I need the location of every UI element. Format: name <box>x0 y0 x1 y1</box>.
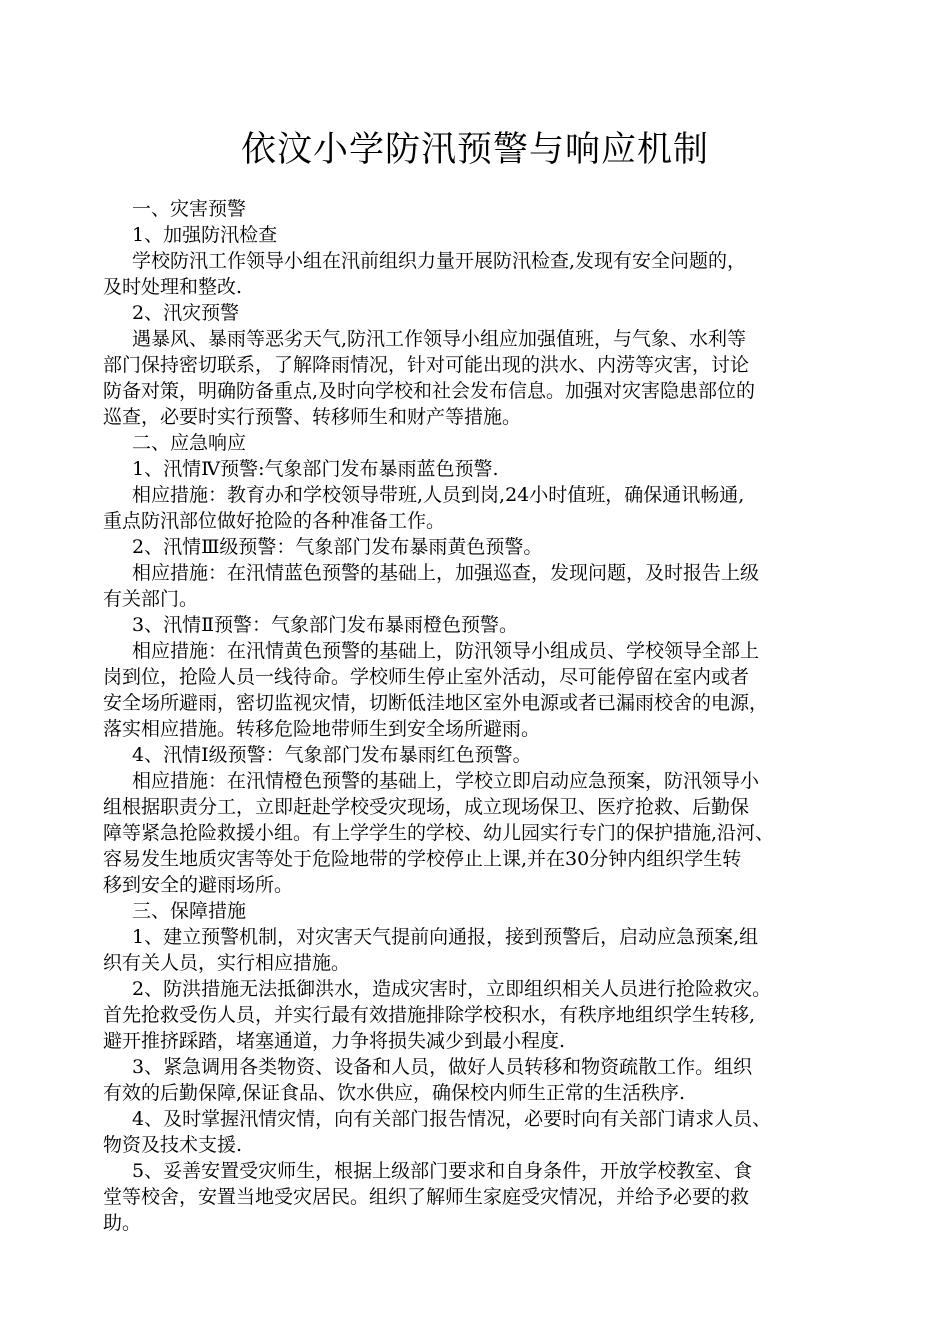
body-line: 有效的后勤保障,保证食品、饮水供应，确保校内师生正常的生活秩序. <box>103 1082 686 1104</box>
body-line: 1、建立预警机制，对灾害天气提前向通报，接到预警后，启动应急预案,组 <box>132 926 759 948</box>
body-line: 安全场所避雨，密切监视灾情，切断低洼地区室外电源或者已漏雨校舍的电源， <box>103 692 769 714</box>
body-line: 助。 <box>103 1212 142 1234</box>
body-line: 重点防汛部位做好抢险的各种准备工作。 <box>103 510 446 532</box>
body-line: 3、紧急调用各类物资、设备和人员，做好人员转移和物资疏散工作。组织 <box>132 1056 753 1078</box>
body-line: 巡查，必要时实行预警、转移师生和财产等措施。 <box>103 406 522 428</box>
body-line: 2、汛情Ⅲ级预警：气象部门发布暴雨黄色预警。 <box>132 536 543 558</box>
document-body <box>103 196 843 1236</box>
body-line: 落实相应措施。转移危险地带师生到安全场所避雨。 <box>103 718 541 740</box>
body-line: 防备对策，明确防备重点,及时向学校和社会发布信息。加强对灾害隐患部位的 <box>103 380 756 402</box>
body-line: 岗到位，抢险人员一线待命。学校师生停止室外活动，尽可能停留在室内或者 <box>103 666 750 688</box>
body-line: 2、防洪措施无法抵御洪水，造成灾害时，立即组织相关人员进行抢险救灾。 <box>132 978 772 1000</box>
body-line: 相应措施：在汛情黄色预警的基础上，防汛领导小组成员、学校领导全部上 <box>132 640 760 662</box>
body-line: 3、汛情Ⅱ预警：气象部门发布暴雨橙色预警。 <box>132 614 519 636</box>
body-line: 避开推挤踩踏，堵塞通道，力争将损失减少到最小程度. <box>103 1030 566 1052</box>
body-line: 有关部门。 <box>103 588 199 610</box>
body-line: 组根据职责分工，立即赶赴学校受灾现场，成立现场保卫、医疗抢救、后勤保 <box>103 796 750 818</box>
body-line: 学校防汛工作领导小组在汛前组织力量开展防汛检查,发现有安全问题的， <box>132 250 747 272</box>
body-line: 5、妥善安置受灾师生，根据上级部门要求和自身条件，开放学校教室、食 <box>132 1160 753 1182</box>
body-line: 1、加强防汛检查 <box>132 224 278 246</box>
body-line: 织有关人员，实行相应措施。 <box>103 952 351 974</box>
body-line: 相应措施：教育办和学校领导带班,人员到岗,24小时值班，确保通讯畅通, <box>132 484 745 506</box>
body-line: 首先抢救受伤人员，并实行最有效措施排除学校积水，有秩序地组织学生转移, <box>103 1004 756 1026</box>
body-line: 容易发生地质灾害等处于危险地带的学校停止上课,并在30分钟内组织学生转 <box>103 848 742 870</box>
body-line: 障等紧急抢险救援小组。有上学学生的学校、幼儿园实行专门的保护措施,沿河、 <box>103 822 775 844</box>
body-line: 三、保障措施 <box>132 900 247 922</box>
body-line: 遇暴风、暴雨等恶劣天气,防汛工作领导小组应加强值班，与气象、水利等 <box>132 328 747 350</box>
body-line: 1、汛情Ⅳ预警:气象部门发布暴雨蓝色预警. <box>132 458 499 480</box>
body-line: 相应措施：在汛情橙色预警的基础上，学校立即启动应急预案，防汛领导小 <box>132 770 760 792</box>
body-line: 及时处理和整改. <box>103 276 243 298</box>
body-line: 二、应急响应 <box>132 432 247 454</box>
body-line: 堂等校舍，安置当地受灾居民。组织了解师生家庭受灾情况，并给予必要的救 <box>103 1186 750 1208</box>
body-line: 4、及时掌握汛情灾情，向有关部门报告情况，必要时向有关部门请求人员、 <box>132 1108 772 1130</box>
document-title: 依汶小学防汛预警与响应机制 <box>240 130 709 170</box>
body-line: 移到安全的避雨场所。 <box>103 874 294 896</box>
body-line: 一、灾害预警 <box>132 198 247 220</box>
body-line: 2、汛灾预警 <box>132 302 240 324</box>
body-line: 4、汛情Ⅰ级预警：气象部门发布暴雨红色预警。 <box>132 744 532 766</box>
body-line: 相应措施：在汛情蓝色预警的基础上，加强巡查，发现问题，及时报告上级 <box>132 562 760 584</box>
body-line: 物资及技术支援. <box>103 1134 243 1156</box>
body-line: 部门保持密切联系，了解降雨情况，针对可能出现的洪水、内涝等灾害，讨论 <box>103 354 750 376</box>
